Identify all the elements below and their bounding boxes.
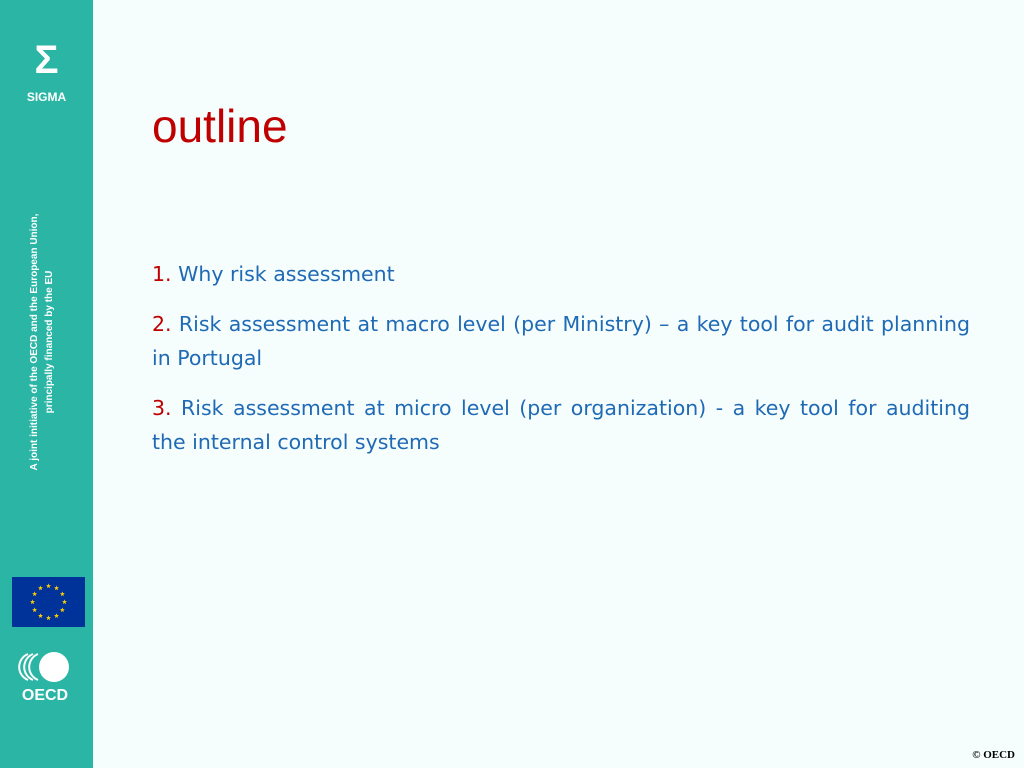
- sidebar-tagline: [27, 187, 67, 497]
- eu-flag-icon: [12, 577, 85, 627]
- outline-list: [152, 257, 970, 475]
- outline-item-number: 3.: [152, 396, 172, 420]
- outline-item-2: [152, 307, 970, 375]
- sidebar-tagline-line2: principally financed by the EU: [44, 270, 55, 414]
- oecd-logo: [18, 650, 72, 702]
- sigma-logo-symbol: Σ: [34, 38, 59, 82]
- copyright-notice: © OECD: [972, 749, 1015, 761]
- outline-item-3: [152, 391, 970, 459]
- oecd-logo-text: OECD: [21, 687, 69, 702]
- outline-item-number: 2.: [152, 312, 172, 336]
- sigma-logo-text: SIGMA: [26, 90, 67, 104]
- outline-item-number: 1.: [152, 262, 172, 286]
- outline-item-text: Risk assessment at micro level (per organization) - a key tool for auditing the internal control systems: [152, 396, 970, 454]
- sidebar: [0, 0, 93, 768]
- slide-title: outline: [152, 100, 288, 152]
- outline-item-1: [152, 257, 970, 291]
- outline-item-text: Risk assessment at macro level (per Ministry) – a key tool for audit planning in Portugal: [152, 312, 970, 370]
- outline-item-text: Why risk assessment: [178, 262, 395, 286]
- sidebar-tagline-line1: A joint initiative of the OECD and the European Union,: [29, 213, 40, 471]
